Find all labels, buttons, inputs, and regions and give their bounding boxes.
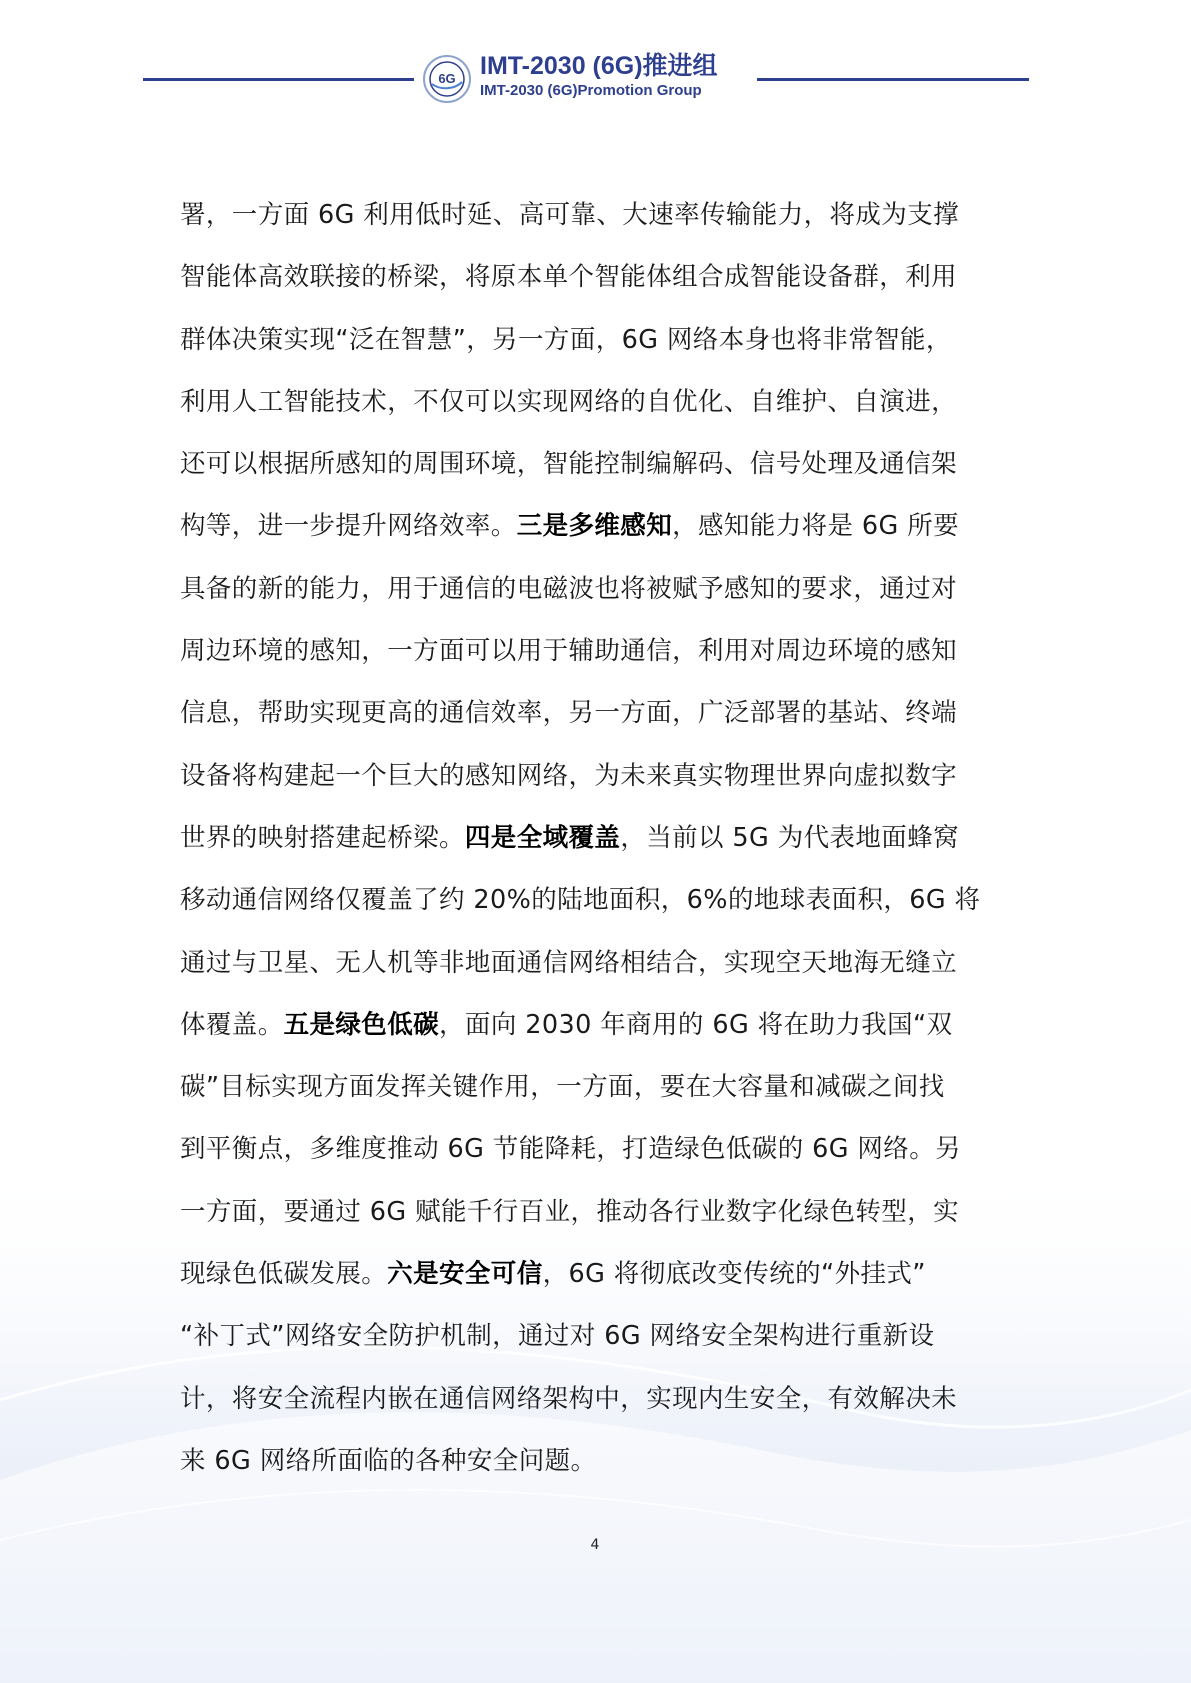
text-line: 利用人工智能技术，不仅可以实现网络的自优化、自维护、自演进， xyxy=(180,386,958,417)
page-header xyxy=(0,48,1191,108)
text-line: 碳”目标实现方面发挥关键作用，一方面，要在大容量和减碳之间找 xyxy=(180,1072,945,1103)
text-line: 智能体高效联接的桥梁，将原本单个智能体组合成智能设备群，利用 xyxy=(180,262,958,293)
header-rule-left xyxy=(143,78,414,81)
text-line: 设备将构建起一个巨大的感知网络，为未来真实物理世界向虚拟数字 xyxy=(180,760,958,791)
text-line: “补丁式”网络安全防护机制，通过对 6G 网络安全架构进行重新设 xyxy=(180,1321,935,1352)
imt2030-logo-icon xyxy=(422,54,472,104)
text-line: 构等，进一步提升网络效率。三是多维感知，感知能力将是 6G 所要 xyxy=(180,511,960,542)
text-line: 具备的新的能力，用于通信的电磁波也将被赋予感知的要求，通过对 xyxy=(180,573,958,604)
bold-heading: 五是绿色低碳 xyxy=(283,1009,440,1040)
header-title-cn: IMT-2030 (6G)推进组 xyxy=(480,52,718,80)
header-title-en: IMT-2030 (6G)Promotion Group xyxy=(480,82,702,99)
text-line: 信息，帮助实现更高的通信效率，另一方面，广泛部署的基站、终端 xyxy=(180,698,958,729)
text-line: 现绿色低碳发展。六是安全可信，6G 将彻底改变传统的“外挂式” xyxy=(180,1259,926,1290)
text-line: 世界的映射搭建起桥梁。四是全域覆盖，当前以 5G 为代表地面蜂窝 xyxy=(180,822,960,853)
text-line: 通过与卫星、无人机等非地面通信网络相结合，实现空天地海无缝立 xyxy=(180,947,958,978)
text-line: 群体决策实现“泛在智慧”，另一方面，6G 网络本身也将非常智能， xyxy=(180,324,952,355)
text-line: 计，将安全流程内嵌在通信网络架构中，实现内生安全，有效解决未 xyxy=(180,1383,958,1414)
text-line: 到平衡点，多维度推动 6G 节能降耗，打造绿色低碳的 6G 网络。另 xyxy=(180,1134,961,1165)
bold-heading: 四是全域覆盖 xyxy=(464,822,621,853)
text-line: 署，一方面 6G 利用低时延、高可靠、大速率传输能力，将成为支撑 xyxy=(180,200,959,230)
text-line: 移动通信网络仅覆盖了约 20%的陆地面积，6%的地球表面积，6G 将 xyxy=(180,885,981,916)
text-line: 还可以根据所感知的周围环境，智能控制编解码、信号处理及通信架 xyxy=(180,449,958,480)
text-line: 体覆盖。五是绿色低碳，面向 2030 年商用的 6G 将在助力我国“双 xyxy=(180,1009,953,1040)
logo-text: 6G xyxy=(438,71,456,86)
text-line: 周边环境的感知，一方面可以用于辅助通信，利用对周边环境的感知 xyxy=(180,636,958,667)
page-number: 4 xyxy=(590,1537,600,1553)
bold-heading: 三是多维感知 xyxy=(516,511,673,542)
body-text xyxy=(180,192,1010,1500)
bold-heading: 六是安全可信 xyxy=(387,1259,543,1290)
text-line: 来 6G 网络所面临的各种安全问题。 xyxy=(180,1445,597,1476)
text-line: 一方面，要通过 6G 赋能千行百业，推动各行业数字化绿色转型，实 xyxy=(180,1196,959,1227)
header-rule-right xyxy=(757,78,1029,81)
